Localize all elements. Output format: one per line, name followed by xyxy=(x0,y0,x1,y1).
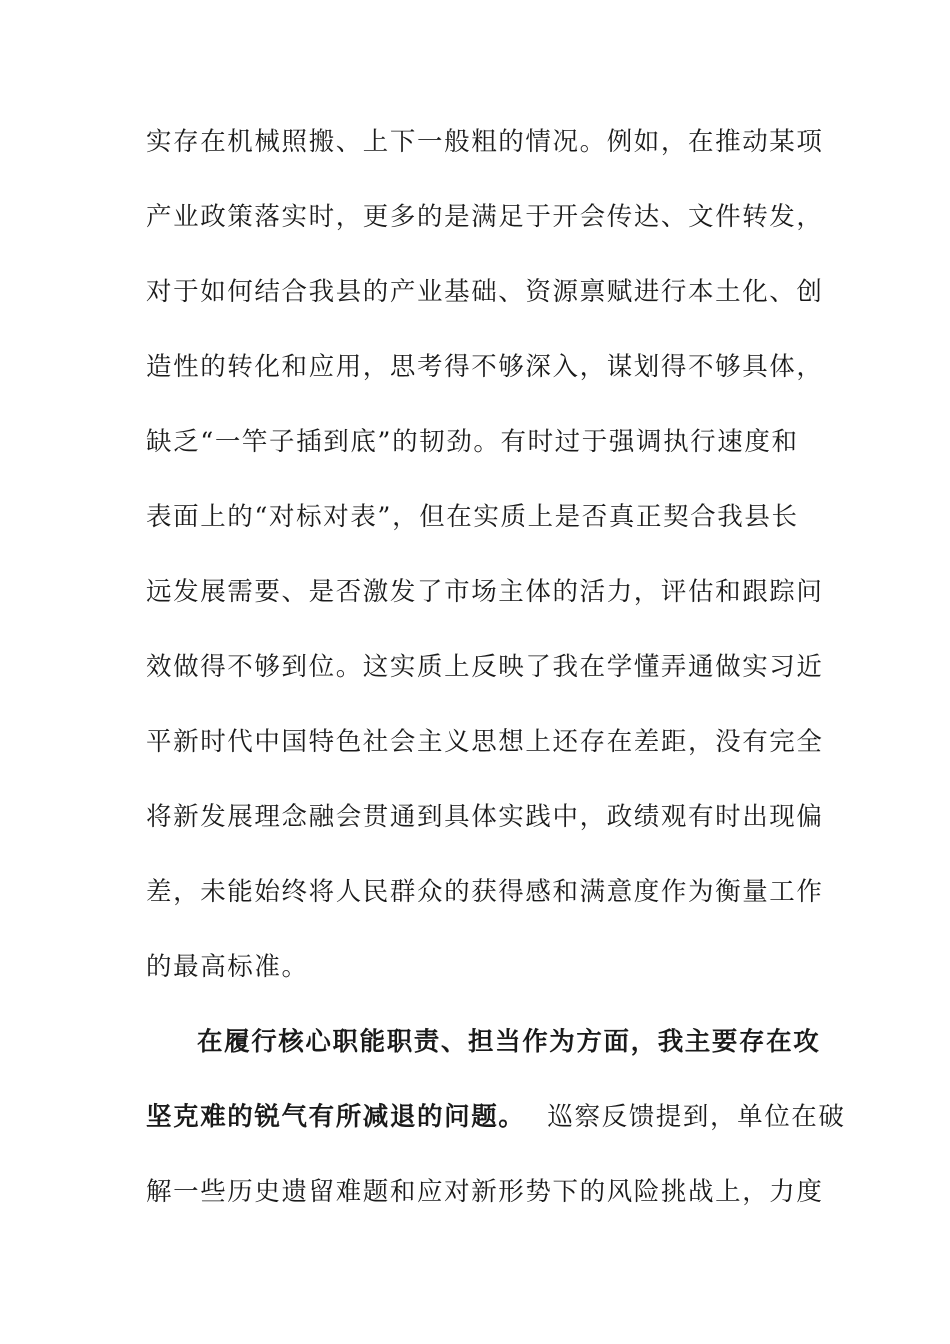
text-line: 远发展需要、是否激发了市场主体的活力，评估和跟踪问 xyxy=(146,577,824,607)
text-line: 缺乏“一竿子插到底”的韧劲。有时过于强调执行速度和 xyxy=(146,427,799,457)
text-line-mixed xyxy=(146,1101,846,1133)
text-span: 巡察反馈提到，单位在破 xyxy=(547,1102,846,1132)
text-line: 将新发展理念融会贯通到具体实践中，政绩观有时出现偏 xyxy=(146,802,824,832)
text-line: 表面上的“对标对表”，但在实质上是否真正契合我县长 xyxy=(146,502,799,532)
text-line: 解一些历史遗留难题和应对新形势下的风险挑战上，力度 xyxy=(146,1177,824,1207)
text-line: 平新时代中国特色社会主义思想上还存在差距，没有完全 xyxy=(146,727,824,757)
text-line: 对于如何结合我县的产业基础、资源禀赋进行本土化、创 xyxy=(146,277,824,307)
text-line: 产业政策落实时，更多的是满足于开会传达、文件转发， xyxy=(146,202,824,232)
text-line: 的最高标准。 xyxy=(146,952,309,982)
text-line: 差，未能始终将人民群众的获得感和满意度作为衡量工作 xyxy=(146,877,824,907)
section-heading-line: 在履行核心职能职责、担当作为方面，我主要存在攻 xyxy=(197,1027,821,1057)
section-heading-end: 坚克难的锐气有所减退的问题。 xyxy=(146,1102,526,1132)
text-line: 实存在机械照搬、上下一般粗的情况。例如，在推动某项 xyxy=(146,127,824,157)
text-line: 效做得不够到位。这实质上反映了我在学懂弄通做实习近 xyxy=(146,652,824,682)
text-line: 造性的转化和应用，思考得不够深入，谋划得不够具体， xyxy=(146,352,824,382)
